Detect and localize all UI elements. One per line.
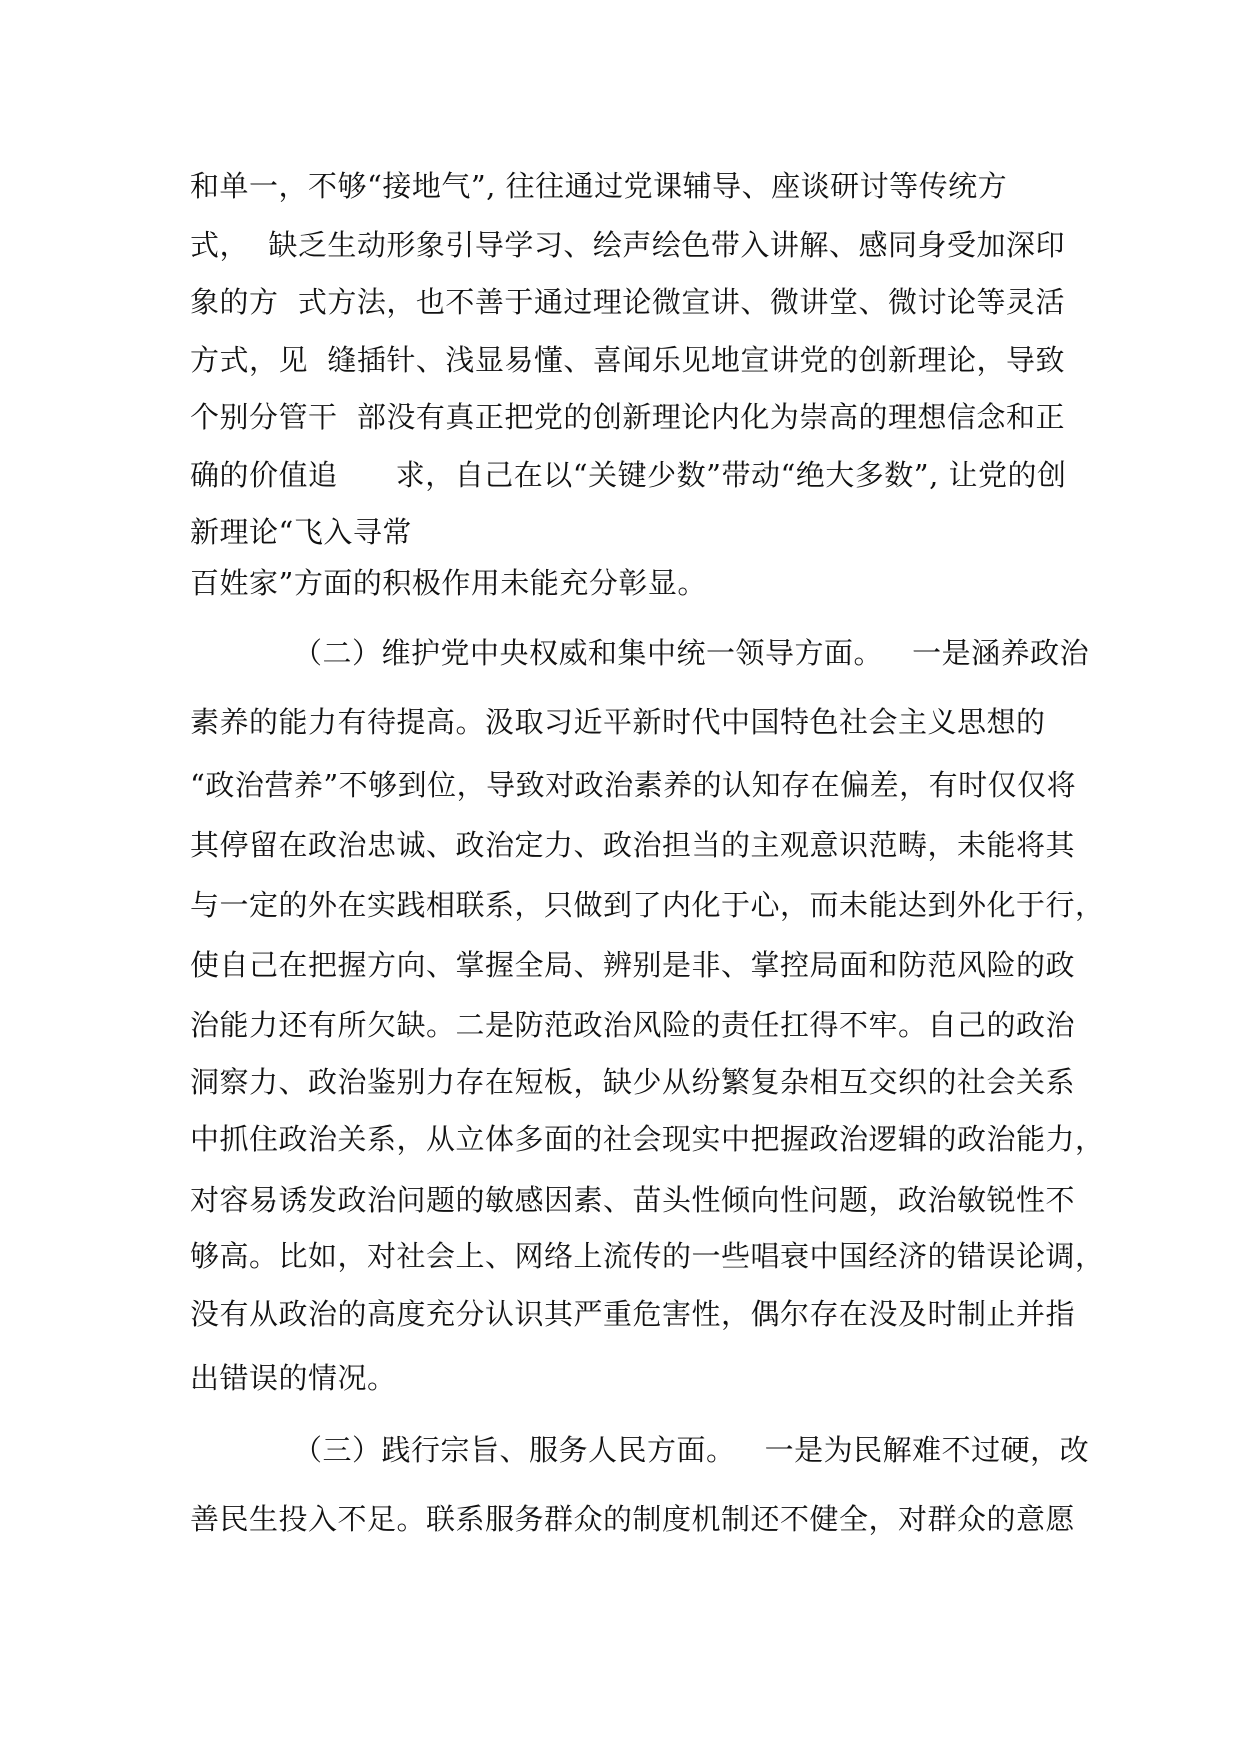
text-line: 善民生投入不足。联系服务群众的制度机制还不健全，对群众的意愿 xyxy=(190,1502,1076,1536)
text-line: 新理论“飞入寻常 xyxy=(190,515,412,549)
text-line: 象的方 式方法，也不善于通过理论微宣讲、微讲堂、微讨论等灵活 xyxy=(190,285,1065,319)
text-line: 式， 缺乏生动形象引导学习、绘声绘色带入讲解、感同身受加深印 xyxy=(190,228,1065,262)
text-line: 够高。比如，对社会上、网络上流传的一些唱衰中国经济的错误论调， xyxy=(190,1239,1105,1273)
text-line: 其停留在政治忠诚、政治定力、政治担当的主观意识范畴，未能将其 xyxy=(190,828,1076,862)
text-line: 百姓家”方面的积极作用未能充分彰显。 xyxy=(190,566,707,600)
text-line: 治能力还有所欠缺。二是防范政治风险的责任扛得不牢。自己的政治 xyxy=(190,1008,1076,1042)
text-line: 出错误的情况。 xyxy=(190,1361,397,1395)
text-line: 个别分管干 部没有真正把党的创新理论内化为崇高的理想信念和正 xyxy=(190,400,1065,434)
text-line: 对容易诱发政治问题的敏感因素、苗头性倾向性问题，政治敏锐性不 xyxy=(190,1183,1076,1217)
section-heading-3: （三）践行宗旨、服务人民方面。 一是为民解难不过硬，改 xyxy=(293,1433,1090,1467)
section-heading-2: （二）维护党中央权威和集中统一领导方面。 一是涵养政治 xyxy=(293,636,1090,670)
text-line: 素养的能力有待提高。汲取习近平新时代中国特色社会主义思想的 xyxy=(190,705,1046,739)
text-line: 与一定的外在实践相联系，只做到了内化于心，而未能达到外化于行， xyxy=(190,888,1105,922)
text-line: 确的价值追 求，自己在以“关键少数”带动“绝大多数”, 让党的创 xyxy=(190,458,1067,492)
text-line: 没有从政治的高度充分认识其严重危害性，偶尔存在没及时制止并指 xyxy=(190,1297,1076,1331)
text-line: 洞察力、政治鉴别力存在短板，缺少从纷繁复杂相互交织的社会关系 xyxy=(190,1065,1076,1099)
text-line: 中抓住政治关系，从立体多面的社会现实中把握政治逻辑的政治能力， xyxy=(190,1122,1105,1156)
text-line: 使自己在把握方向、掌握全局、辨别是非、掌控局面和防范风险的政 xyxy=(190,948,1076,982)
text-line: “政治营养”不够到位，导致对政治素养的认知存在偏差，有时仅仅将 xyxy=(190,768,1077,802)
text-line: 和单一，不够“接地气”, 往往通过党课辅导、座谈研讨等传统方 xyxy=(190,169,1008,203)
text-line: 方式，见 缝插针、浅显易懂、喜闻乐见地宣讲党的创新理论，导致 xyxy=(190,343,1065,377)
